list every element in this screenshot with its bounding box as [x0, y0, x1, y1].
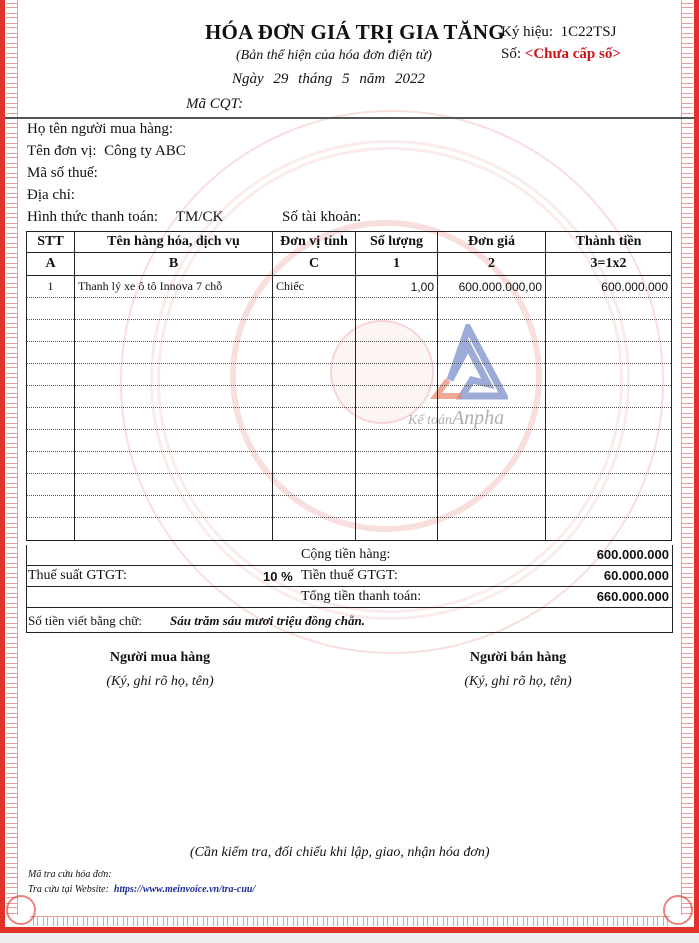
- col-header-stt: STT: [27, 232, 75, 253]
- header-divider: [5, 117, 694, 119]
- invoice-title: HÓA ĐƠN GIÁ TRỊ GIA TĂNG: [205, 20, 505, 44]
- subheader-3: 3=1x2: [546, 253, 672, 276]
- cell-unit: Chiếc: [273, 276, 356, 298]
- table-row: [27, 276, 672, 298]
- subtotal-value: 600.000.000: [596, 547, 669, 562]
- number-status: <Chưa cấp số>: [524, 46, 621, 62]
- lookup-website-link[interactable]: https://www.meinvoice.vn/tra-cuu/: [113, 884, 256, 895]
- lookup-website: [28, 884, 255, 895]
- vat-rate-value: 10 %: [263, 569, 293, 584]
- subheader-1: 1: [356, 253, 438, 276]
- greek-key-pattern-bottom: [30, 916, 670, 926]
- symbol-value: 1C22TSJ: [560, 24, 617, 40]
- col-header-unit: Đơn vị tính: [273, 232, 356, 253]
- seller-signature-block: [408, 650, 628, 690]
- buyer-signature-block: [50, 650, 270, 690]
- table-row-empty: [27, 452, 672, 474]
- tax-authority-code-label: Mã CQT:: [186, 96, 244, 112]
- invoice-symbol: [501, 24, 616, 41]
- page-gap: [0, 933, 699, 943]
- amount-in-words-value: Sáu trăm sáu mươi triệu đồng chẵn.: [170, 613, 366, 628]
- table-row-empty: [27, 430, 672, 452]
- lookup-code-label: Mã tra cứu hóa đơn:: [28, 869, 112, 880]
- vat-amount-value: 60.000.000: [603, 568, 669, 583]
- buyer-address-field: [27, 187, 75, 204]
- seller-signature-title: Người bán hàng: [469, 650, 567, 665]
- payment-method-label: Hình thức thanh toán:: [27, 209, 159, 225]
- buyer-name-field: [27, 121, 173, 138]
- year-label: năm: [359, 71, 386, 87]
- buyer-signature-note: (Ký, ghi rõ họ, tên): [106, 674, 214, 689]
- vat-amount-label: Tiền thuế GTGT:: [301, 568, 398, 583]
- total-row: [26, 587, 673, 608]
- table-subheader-row: [27, 253, 672, 276]
- col-header-amount: Thành tiền: [546, 232, 672, 253]
- col-header-price: Đơn giá: [438, 232, 546, 253]
- buyer-tax-code-field: [27, 165, 98, 182]
- table-row-empty: [27, 408, 672, 430]
- vat-row: [26, 566, 673, 587]
- cell-qty: 1,00: [356, 276, 438, 298]
- payment-method-field: [27, 209, 223, 226]
- amount-in-words-row: [26, 608, 673, 633]
- table-row-empty: [27, 518, 672, 541]
- month-value: 5: [342, 71, 350, 87]
- border-frame-right: [694, 0, 699, 933]
- vat-rate-label: Thuế suất GTGT:: [28, 568, 127, 583]
- account-number-label: Số tài khoản:: [282, 209, 362, 225]
- invoice-subtitle: (Bản thể hiện của hóa đơn điện tử): [236, 48, 432, 63]
- month-label: tháng: [298, 71, 333, 87]
- subheader-a: A: [27, 253, 75, 276]
- table-row-empty: [27, 364, 672, 386]
- corner-ornament-bottom-right: [663, 895, 693, 925]
- table-header-row: [27, 232, 672, 253]
- symbol-label: Ký hiệu:: [501, 24, 554, 40]
- buyer-unit-value: Công ty ABC: [104, 143, 186, 159]
- buyer-signature-title: Người mua hàng: [109, 650, 211, 665]
- cell-name: Thanh lý xe ô tô Innova 7 chỗ: [75, 276, 273, 298]
- day-label: Ngày: [232, 71, 264, 87]
- payment-method-value: TM/CK: [175, 209, 224, 225]
- buyer-name-label: Họ tên người mua hàng:: [27, 121, 174, 137]
- total-value: 660.000.000: [596, 589, 669, 604]
- subheader-c: C: [273, 253, 356, 276]
- logo-text-anpha: Anpha: [451, 407, 505, 429]
- lookup-website-label: Tra cứu tại Website:: [28, 884, 109, 895]
- greek-key-pattern-left: [6, 0, 18, 915]
- verification-note: (Cần kiểm tra, đối chiếu khi lập, giao, nhận hóa đơn): [190, 845, 490, 860]
- cell-price: 600.000.000,00: [438, 276, 546, 298]
- year-value: 2022: [394, 71, 425, 87]
- day-value: 29: [273, 71, 289, 87]
- table-row-empty: [27, 386, 672, 408]
- table-row-empty: [27, 298, 672, 320]
- cell-amount: 600.000.000: [546, 276, 672, 298]
- table-row-empty: [27, 320, 672, 342]
- table-row-empty: [27, 496, 672, 518]
- invoice-date: [232, 71, 425, 88]
- col-header-qty: Số lượng: [356, 232, 438, 253]
- border-frame-left: [0, 0, 5, 933]
- col-header-name: Tên hàng hóa, dịch vụ: [75, 232, 273, 253]
- total-label: Tổng tiền thanh toán:: [301, 589, 422, 604]
- buyer-address-label: Địa chỉ:: [27, 187, 75, 203]
- corner-ornament-bottom-left: [6, 895, 36, 925]
- account-number-field: [282, 209, 361, 226]
- subheader-b: B: [75, 253, 273, 276]
- logo-text-ke-toan: Kế toán: [408, 413, 452, 428]
- buyer-tax-code-label: Mã số thuế:: [27, 165, 98, 181]
- table-row-empty: [27, 474, 672, 496]
- invoice-number: [501, 46, 621, 63]
- subtotal-row: [26, 545, 673, 566]
- greek-key-pattern-right: [681, 0, 693, 915]
- table-row-empty: [27, 342, 672, 364]
- subtotal-label: Cộng tiền hàng:: [301, 547, 391, 562]
- cell-stt: 1: [27, 276, 75, 298]
- seller-signature-note: (Ký, ghi rõ họ, tên): [464, 674, 572, 689]
- items-table: [26, 231, 672, 541]
- number-label: Số:: [501, 46, 522, 62]
- buyer-unit-label: Tên đơn vị:: [27, 143, 97, 159]
- subheader-2: 2: [438, 253, 546, 276]
- buyer-unit-field: [27, 143, 186, 160]
- amount-in-words-label: Số tiền viết bằng chữ:: [28, 613, 142, 628]
